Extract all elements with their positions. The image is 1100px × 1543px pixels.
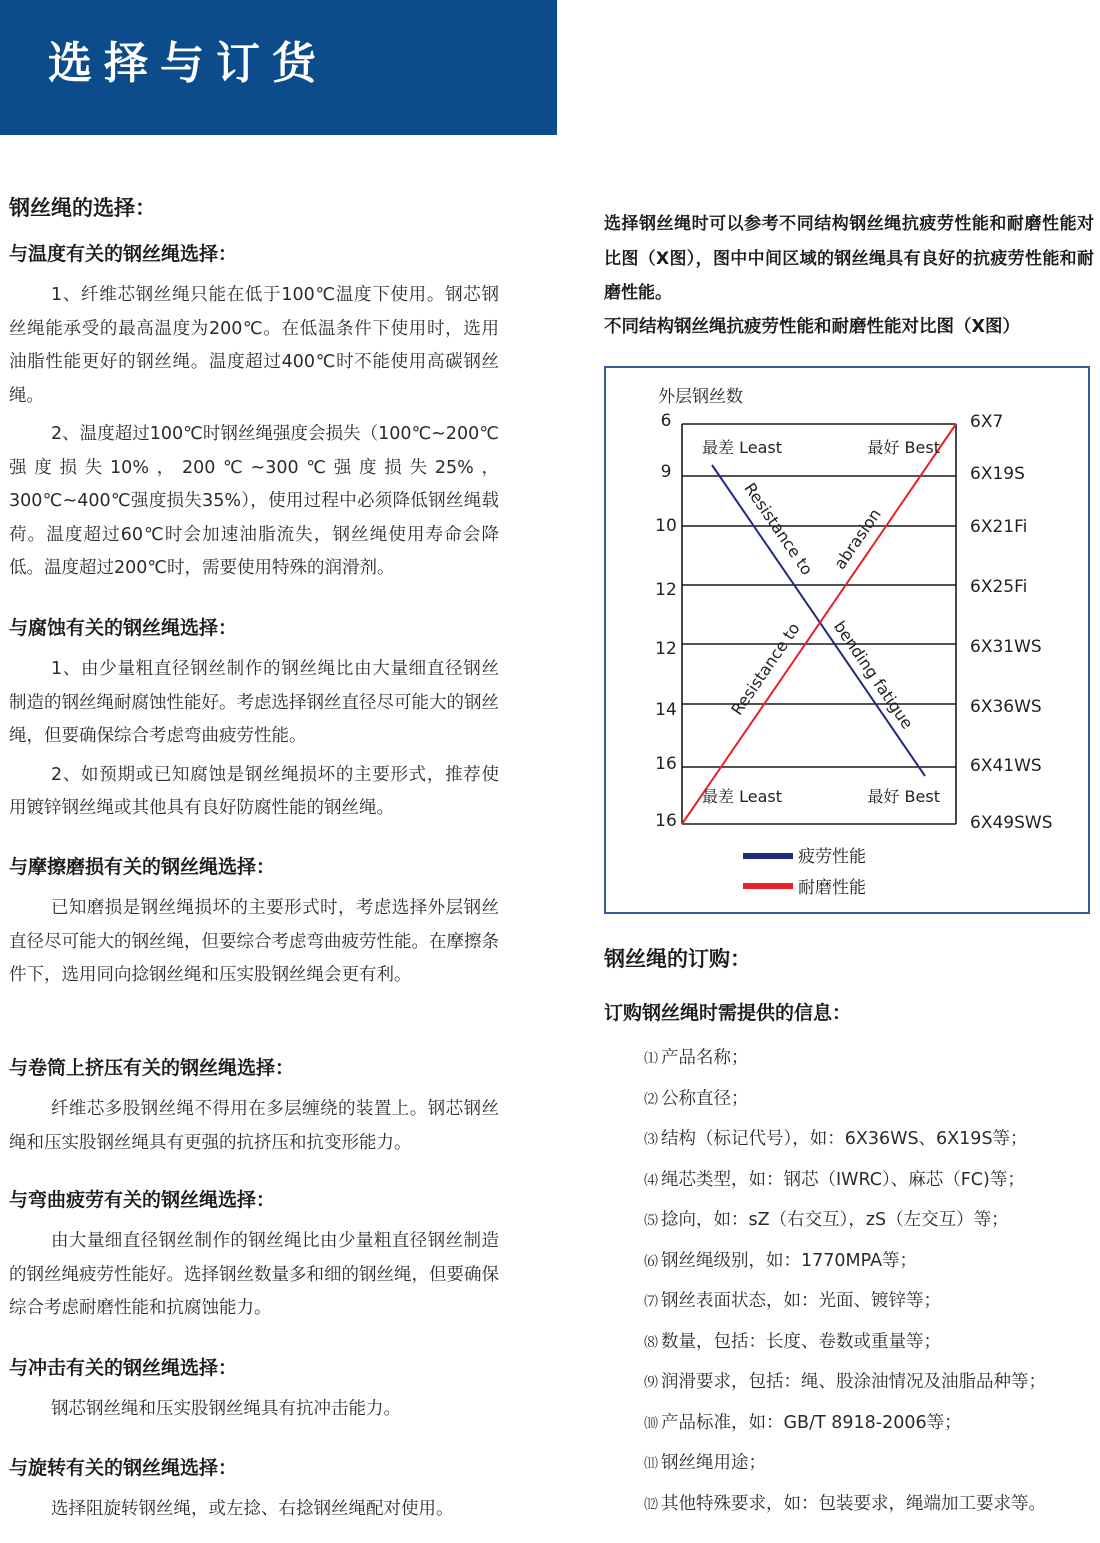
ordering-item-number: ⑽ bbox=[644, 1415, 658, 1432]
construction-label: 6X25Fi bbox=[970, 577, 1028, 597]
rotation-section bbox=[9, 1454, 499, 1527]
crushing-paragraph: 纤维芯多股钢丝绳不得用在多层缠绕的装置上。钢芯钢丝绳和压实股钢丝绳具有更强的抗挤压和抗变形能力。 bbox=[9, 1099, 499, 1153]
bottom-right-label: 最好 Best bbox=[867, 787, 940, 806]
temperature-paragraph-2: 2、温度超过100℃时钢丝绳强度会损失（100℃~200℃强度损失10%，200℃~300℃强度损失25%，300℃~400℃强度损失35%），使用过程中必须降低钢丝绳载荷。温度超过60℃时会加速油脂流失，钢丝绳使用寿命会降低。温度超过200℃时，需要使用特殊的润滑剂。 bbox=[9, 424, 499, 578]
chart-labels bbox=[655, 387, 1052, 833]
bottom-left-label: 最差 Least bbox=[702, 787, 782, 806]
ordering-list bbox=[644, 1040, 1099, 1526]
ordering-item bbox=[644, 1081, 1099, 1122]
top-right-label: 最好 Best bbox=[867, 438, 940, 457]
ordering-item-text: 润滑要求，包括：绳、股涂油情况及油脂品种等； bbox=[661, 1372, 1046, 1392]
ordering-item-text: 数量，包括：长度、卷数或重量等； bbox=[661, 1331, 941, 1352]
crushing-heading: 与卷筒上挤压有关的钢丝绳选择： bbox=[9, 1057, 295, 1079]
corrosion-section bbox=[9, 614, 499, 826]
ordering-item-number: ⑶ bbox=[644, 1132, 658, 1148]
ordering-item bbox=[644, 1243, 1099, 1284]
legend-abrasion-swatch bbox=[743, 883, 793, 889]
construction-label: 6X41WS bbox=[970, 756, 1042, 776]
ordering-item-number: ⑺ bbox=[644, 1294, 658, 1310]
corrosion-heading: 与腐蚀有关的钢丝绳选择： bbox=[9, 617, 238, 639]
top-left-label: 最差 Least bbox=[702, 438, 782, 457]
construction-label: 6X49SWS bbox=[970, 813, 1053, 833]
ordering-item-text: 捻向，如：sZ（右交互），zS（左交互）等； bbox=[661, 1210, 1009, 1230]
header-banner bbox=[0, 0, 557, 135]
ordering-item bbox=[644, 1445, 1099, 1486]
abrasion-annotation-a: Resistance to bbox=[727, 619, 804, 719]
fatigue-section bbox=[9, 1186, 499, 1326]
impact-paragraph: 钢芯钢丝绳和压实股钢丝绳具有抗冲击能力。 bbox=[51, 1399, 401, 1419]
ordering-item-number: ⑾ bbox=[644, 1456, 658, 1472]
ordering-item-number: ⑻ bbox=[644, 1334, 658, 1351]
temperature-heading: 与温度有关的钢丝绳选择： bbox=[9, 243, 238, 265]
ordering-item-number: ⑼ bbox=[644, 1375, 658, 1391]
ordering-item bbox=[644, 1324, 1099, 1365]
impact-heading: 与冲击有关的钢丝绳选择： bbox=[9, 1357, 238, 1379]
chart-title: 不同结构钢丝绳抗疲劳性能和耐磨性能对比图（X图） bbox=[604, 317, 1020, 337]
ordering-item bbox=[644, 1283, 1099, 1324]
outer-wire-count-label: 16 bbox=[655, 754, 677, 774]
ordering-item-number: ⑴ bbox=[644, 1051, 658, 1067]
ordering-item bbox=[644, 1486, 1099, 1527]
abrasion-annotation-b: abrasion bbox=[830, 505, 885, 573]
ordering-title: 钢丝绳的订购： bbox=[604, 947, 751, 971]
series-lines bbox=[682, 424, 956, 824]
outer-wire-count-label: 6 bbox=[660, 411, 672, 431]
ordering-item-text: 其他特殊要求，如：包装要求，绳端加工要求等。 bbox=[661, 1493, 1046, 1514]
ordering-item bbox=[644, 1162, 1099, 1203]
fatigue-annotation-a: Resistance to bbox=[740, 479, 817, 579]
abrasion-heading: 与摩擦磨损有关的钢丝绳选择： bbox=[9, 856, 276, 878]
ordering-item-text: 钢丝绳用途； bbox=[661, 1453, 766, 1473]
ordering-item-text: 产品名称； bbox=[661, 1048, 749, 1068]
ordering-item-text: 钢丝绳级别，如：1770MPA等； bbox=[661, 1250, 918, 1271]
ordering-subtitle: 订购钢丝绳时需提供的信息： bbox=[604, 1002, 852, 1024]
chart-legend bbox=[743, 847, 866, 898]
construction-label: 6X21Fi bbox=[970, 517, 1028, 537]
ordering-item-number: ⑷ bbox=[644, 1172, 658, 1189]
abrasion-line bbox=[682, 424, 956, 824]
corrosion-paragraph-1: 1、由少量粗直径钢丝制作的钢丝绳比由大量细直径钢丝制造的钢丝绳耐腐蚀性能好。考虑选择钢丝直径尽可能大的钢丝绳，但要确保综合考虑弯曲疲劳性能。 bbox=[9, 659, 499, 746]
temperature-section bbox=[9, 240, 499, 586]
selection-title: 钢丝绳的选择： bbox=[9, 196, 156, 220]
corrosion-paragraph-2: 2、如预期或已知腐蚀是钢丝绳损坏的主要形式，推荐使用镀锌钢丝绳或其他具有良好防腐性能的钢丝绳。 bbox=[9, 764, 499, 818]
chart-intro-text: 选择钢丝绳时可以参考不同结构钢丝绳抗疲劳性能和耐磨性能对比图（X图），图中中间区域的钢丝绳具有良好的抗疲劳性能和耐磨性能。 bbox=[604, 214, 1094, 303]
ordering-item bbox=[644, 1040, 1099, 1081]
outer-wire-count-label: 12 bbox=[655, 639, 677, 659]
legend-fatigue-label: 疲劳性能 bbox=[798, 847, 866, 867]
ordering-item-text: 绳芯类型，如：钢芯（IWRC）、麻芯（FC)等； bbox=[661, 1169, 1025, 1190]
y-axis-label: 外层钢丝数 bbox=[658, 387, 743, 407]
ordering-item-number: ⑵ bbox=[644, 1091, 658, 1108]
rotation-paragraph: 选择阻旋转钢丝绳，或左捻、右捻钢丝绳配对使用。 bbox=[51, 1499, 454, 1519]
temperature-paragraph-1: 1、纤维芯钢丝绳只能在低于100℃温度下使用。钢芯钢丝绳能承受的最高温度为200℃。在低温条件下使用时，选用油脂性能更好的钢丝绳。温度超过400℃时不能使用高碳钢丝绳。 bbox=[9, 285, 499, 406]
outer-wire-count-label: 10 bbox=[655, 516, 677, 536]
ordering-item-number: ⑿ bbox=[644, 1496, 658, 1513]
fatigue-line bbox=[712, 465, 925, 776]
construction-label: 6X19S bbox=[970, 464, 1025, 484]
ordering-item-number: ⑸ bbox=[644, 1213, 658, 1229]
construction-label: 6X36WS bbox=[970, 697, 1042, 717]
page-title: 选择与订货 bbox=[48, 38, 328, 89]
ordering-item-text: 结构（标记代号），如：6X36WS、6X19S等； bbox=[661, 1129, 1028, 1149]
ordering-item-text: 钢丝表面状态，如：光面、镀锌等； bbox=[661, 1291, 941, 1311]
fatigue-heading: 与弯曲疲劳有关的钢丝绳选择： bbox=[9, 1189, 276, 1211]
ordering-item-text: 公称直径； bbox=[661, 1088, 749, 1109]
ordering-item-number: ⑹ bbox=[644, 1253, 658, 1270]
construction-label: 6X7 bbox=[970, 412, 1004, 432]
fatigue-annotation-b: bending fatigue bbox=[829, 617, 918, 733]
crushing-section bbox=[9, 1054, 499, 1160]
construction-label: 6X31WS bbox=[970, 637, 1042, 657]
x-chart-svg bbox=[606, 368, 1092, 916]
legend-fatigue-swatch bbox=[743, 853, 793, 859]
legend-abrasion-label: 耐磨性能 bbox=[798, 878, 866, 898]
ordering-item-text: 产品标准，如：GB/T 8918-2006等； bbox=[661, 1412, 962, 1433]
impact-section bbox=[9, 1354, 499, 1427]
outer-wire-count-label: 14 bbox=[655, 700, 677, 720]
fatigue-paragraph: 由大量细直径钢丝制作的钢丝绳比由少量粗直径钢丝制造的钢丝绳疲劳性能好。选择钢丝数量多和细的钢丝绳，但要确保综合考虑耐磨性能和抗腐蚀能力。 bbox=[9, 1231, 499, 1318]
ordering-item bbox=[644, 1202, 1099, 1243]
abrasion-paragraph: 已知磨损是钢丝绳损坏的主要形式时，考虑选择外层钢丝直径尽可能大的钢丝绳，但要综合考虑弯曲疲劳性能。在摩擦条件下，选用同向捻钢丝绳和压实股钢丝绳会更有利。 bbox=[9, 898, 499, 985]
ordering-item bbox=[644, 1121, 1099, 1162]
ordering-item bbox=[644, 1405, 1099, 1446]
ordering-item bbox=[644, 1364, 1099, 1405]
outer-wire-count-label: 9 bbox=[660, 462, 672, 482]
abrasion-section bbox=[9, 853, 499, 993]
outer-wire-count-label: 16 bbox=[655, 811, 677, 831]
x-chart bbox=[604, 366, 1090, 914]
outer-wire-count-label: 12 bbox=[655, 580, 677, 600]
rotation-heading: 与旋转有关的钢丝绳选择： bbox=[9, 1457, 238, 1479]
